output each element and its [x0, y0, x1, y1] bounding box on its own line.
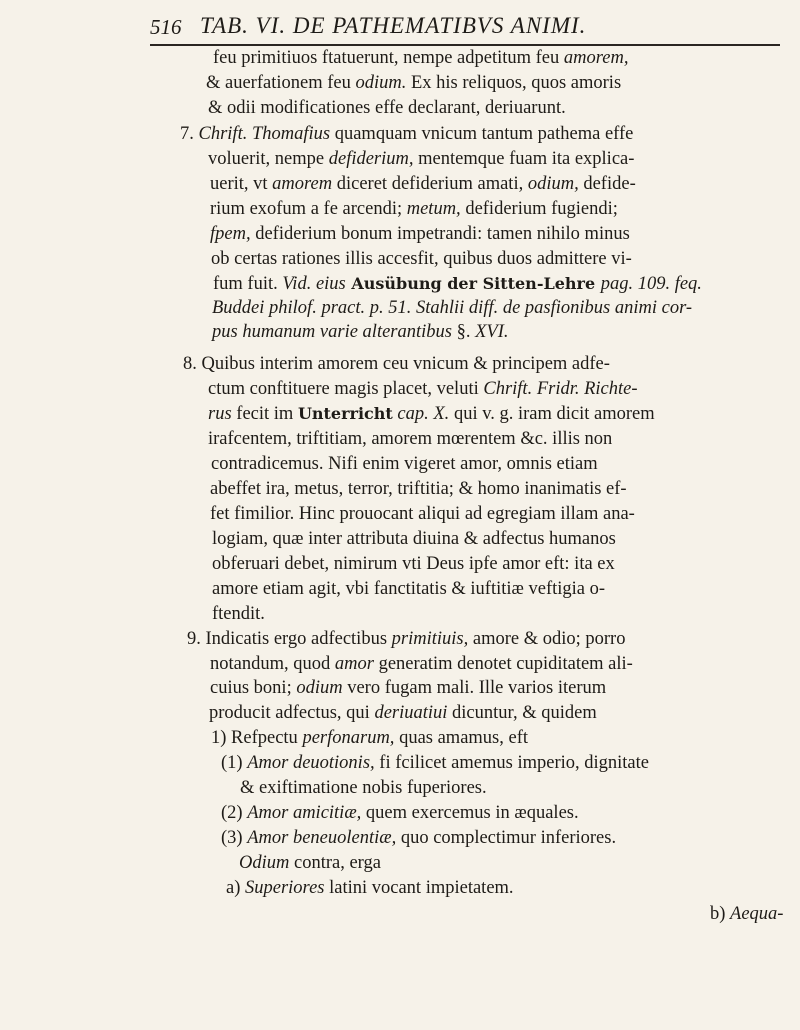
text-span: contradicemus. Nifi enim vigeret amor, omnis etiam — [211, 454, 598, 474]
italic-text: odium — [296, 678, 343, 698]
text-line — [208, 427, 612, 451]
text-span: obferuari debet, nimirum vti Deus ipfe amor eft: ita ex — [212, 554, 615, 574]
text-line — [212, 552, 615, 576]
page-number: 516 — [150, 15, 182, 39]
text-span: voluerit, nempe — [208, 149, 329, 169]
text-span: diceret defiderium amati, — [332, 174, 528, 194]
text-span: ftendit. — [212, 604, 265, 624]
text-span: vero fugam mali. Ille varios iterum — [342, 678, 607, 698]
running-head: TAB. VI. DE PATHEMATIBVS ANIMI. — [200, 13, 587, 38]
text-span: feu primitiuos ftatuerunt, nempe adpetitum feu — [213, 48, 564, 68]
italic-text: amorem — [272, 174, 333, 194]
text-span: quo complectimur inferiores. — [396, 828, 617, 848]
text-span: Ex his reliquos, quos amoris — [406, 73, 622, 93]
text-line — [211, 247, 632, 271]
text-span: contra, erga — [289, 853, 381, 873]
text-span: quem exercemus in æquales. — [361, 803, 579, 823]
text-span: defiderium bonum impetrandi: tamen nihilo minus — [250, 224, 630, 244]
italic-text: amorem, — [563, 48, 629, 68]
text-span: logiam, quæ inter attributa diuina & adfectus humanos — [212, 529, 616, 549]
italic-text: rus — [208, 404, 232, 424]
text-span: producit adfectus, qui — [209, 703, 375, 723]
text-span: fi fcilicet amemus imperio, dignitate — [374, 753, 649, 773]
italic-text: XVI. — [475, 322, 509, 342]
italic-text: defiderium, — [328, 149, 414, 169]
italic-text: odium, — [527, 174, 579, 194]
text-span: ob certas rationes illis accesfit, quibus duos admittere vi- — [211, 249, 632, 269]
text-line — [211, 452, 598, 476]
text-span: b) — [710, 904, 731, 924]
text-span: fecit im — [231, 404, 298, 424]
text-line — [240, 776, 487, 800]
italic-text: odium. — [355, 73, 407, 93]
text-line — [221, 801, 579, 825]
italic-text: Chrift. Fridr. Richte- — [483, 379, 638, 399]
text-line — [221, 826, 616, 850]
text-line — [183, 352, 610, 376]
text-line — [210, 197, 618, 221]
text-line — [187, 627, 625, 651]
text-line — [209, 701, 597, 725]
text-span: latini vocant impietatem. — [324, 878, 514, 898]
text-line — [210, 502, 635, 526]
italic-text: Superiores — [245, 878, 325, 898]
text-span: cuius boni; — [210, 678, 297, 698]
text-span: generatim denotet cupiditatem ali- — [373, 654, 633, 674]
text-span: fet fimilior. Hinc prouocant aliqui ad egregiam illam ana- — [210, 504, 635, 524]
page-header — [150, 12, 780, 46]
text-span: irafcentem, triftitiam, amorem mœrentem &c. illis non — [208, 429, 613, 449]
text-span: 8. Quibus interim amorem ceu vnicum & principem adfe- — [183, 354, 610, 374]
text-span: rium exofum a fe arcendi; — [210, 199, 407, 219]
text-span: 7. — [180, 124, 199, 144]
text-span: a) — [226, 878, 245, 898]
text-line — [208, 96, 566, 120]
text-line — [208, 402, 655, 426]
text-span: 9. Indicatis ergo adfectibus — [187, 629, 392, 649]
text-line — [211, 726, 528, 750]
text-span: amore etiam agit, vbi fanctitatis & iuftitiæ veftigia o- — [212, 579, 606, 599]
text-span: fum fuit. — [213, 274, 283, 294]
text-span: 1) Refpectu — [211, 728, 303, 748]
text-span: dicuntur, & quidem — [447, 703, 597, 723]
text-span: & exiftimatione nobis fuperiores. — [240, 778, 487, 798]
text-line — [210, 477, 627, 501]
text-line — [180, 122, 633, 146]
text-span: abeffet ira, metus, terror, triftitia; & homo inanimatis ef- — [210, 479, 627, 499]
italic-text: Odium — [239, 853, 290, 873]
italic-text: cap. X. — [397, 404, 450, 424]
italic-text: perfonarum, — [302, 728, 395, 748]
text-span: & odii modificationes effe declarant, deriuarunt. — [208, 98, 566, 118]
italic-text: Aequa- — [730, 904, 784, 924]
text-line — [208, 377, 638, 401]
text-line — [213, 272, 702, 296]
text-span: (1) — [221, 753, 248, 773]
text-line — [710, 902, 783, 926]
italic-text: deriuatiui — [374, 703, 448, 723]
italic-text: metum, — [406, 199, 461, 219]
text-span: quas amamus, eft — [394, 728, 529, 748]
text-line — [206, 71, 621, 95]
text-span: mentemque fuam ita explica- — [413, 149, 635, 169]
text-line — [208, 147, 634, 171]
italic-text: Buddei philof. pract. p. 51. Stahlii diff. de pasfionibus animi cor- — [212, 298, 693, 318]
italic-text: Amor deuotionis, — [247, 753, 375, 773]
text-line — [213, 46, 628, 70]
text-span: (2) — [221, 803, 248, 823]
italic-text: Vid. eius — [282, 274, 346, 294]
blackletter-text: Ausübung der Sitten-Lehre — [345, 274, 601, 293]
text-line — [212, 296, 692, 320]
text-span: notandum, quod — [210, 654, 335, 674]
text-span: amore & odio; porro — [468, 629, 626, 649]
text-line — [226, 876, 514, 900]
text-line — [210, 676, 606, 700]
text-line — [212, 527, 616, 551]
text-span: §. — [451, 322, 476, 342]
text-span: qui v. g. iram dicit amorem — [449, 404, 655, 424]
text-span: (3) — [221, 828, 248, 848]
text-span: defide- — [578, 174, 636, 194]
text-line — [210, 172, 636, 196]
blackletter-text: Unterricht — [297, 404, 393, 423]
italic-text: Amor amicitiæ, — [247, 803, 362, 823]
text-span: quamquam vnicum tantum pathema effe — [330, 124, 634, 144]
text-span: uerit, vt — [210, 174, 273, 194]
italic-text: primitiuis, — [391, 629, 469, 649]
text-span: defiderium fugiendi; — [460, 199, 618, 219]
italic-text: pus humanum varie alterantibus — [212, 322, 452, 342]
text-span: ctum conftituere magis placet, veluti — [208, 379, 484, 399]
text-line — [210, 222, 630, 246]
italic-text: amor — [334, 654, 374, 674]
italic-text: fpem, — [210, 224, 251, 244]
text-line — [221, 751, 649, 775]
italic-text: Amor beneuolentiæ, — [247, 828, 397, 848]
text-line — [239, 851, 381, 875]
text-span: & auerfationem feu — [206, 73, 356, 93]
text-line — [210, 652, 633, 676]
text-line — [212, 577, 605, 601]
italic-text: Chrift. Thomafius — [198, 124, 331, 144]
text-line — [212, 602, 265, 626]
text-line — [212, 320, 509, 344]
italic-text: pag. 109. feq. — [600, 274, 702, 294]
